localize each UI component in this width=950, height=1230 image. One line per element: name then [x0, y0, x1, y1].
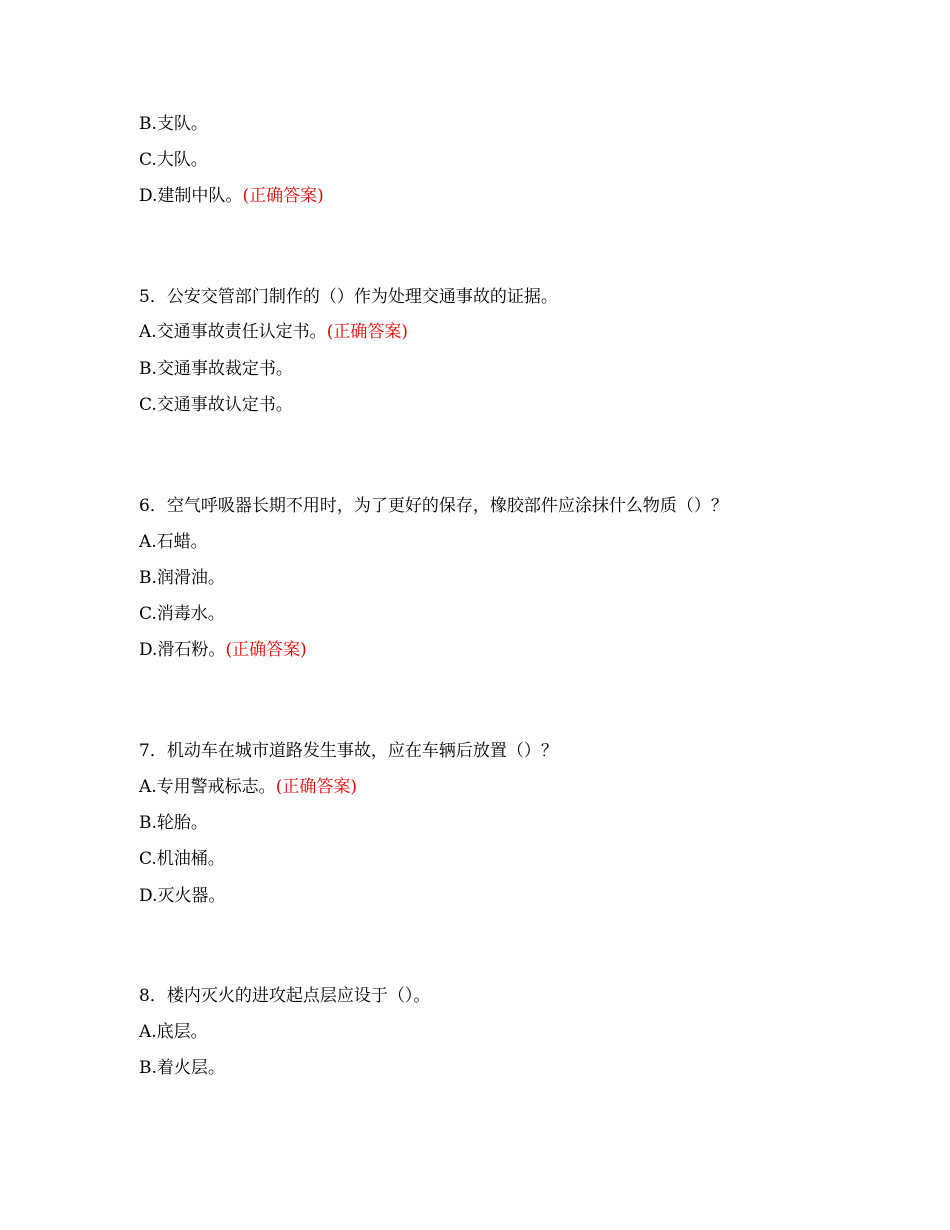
q6-option-b: B.润滑油。: [139, 568, 225, 588]
q5-question: 5．公安交管部门制作的（）作为处理交通事故的证据。: [139, 287, 558, 307]
q7-option-a: A.专用警戒标志。(正确答案): [139, 777, 357, 797]
q6-option-a: A.石蜡。: [139, 532, 208, 552]
q8-option-b: B.着火层。: [139, 1058, 225, 1078]
q5-option-b: B.交通事故裁定书。: [139, 359, 293, 379]
q7-question: 7．机动车在城市道路发生事故，应在车辆后放置（）？: [139, 741, 558, 761]
correct-answer-marker: (正确答案): [326, 322, 408, 342]
q7-option-b: B.轮胎。: [139, 813, 208, 833]
correct-answer-marker: (正确答案): [225, 640, 307, 660]
q6-option-d: D.滑石粉。(正确答案): [139, 640, 307, 660]
q7-option-c: C.机油桶。: [139, 849, 225, 869]
q7-option-d: D.灭火器。: [139, 886, 226, 906]
q4-option-c: C.大队。: [139, 150, 208, 170]
q4-option-b: B.支队。: [139, 114, 208, 134]
q4-option-d: D.建制中队。(正确答案): [139, 186, 324, 206]
correct-answer-marker: (正确答案): [275, 777, 357, 797]
q8-option-a: A.底层。: [139, 1022, 208, 1042]
q5-option-a: A.交通事故责任认定书。(正确答案): [139, 322, 408, 342]
correct-answer-marker: (正确答案): [242, 186, 324, 206]
q5-option-c: C.交通事故认定书。: [139, 395, 293, 415]
q8-question: 8．楼内灭火的进攻起点层应设于（）。: [139, 986, 431, 1006]
q6-option-c: C.消毒水。: [139, 604, 225, 624]
q6-question: 6．空气呼吸器长期不用时，为了更好的保存，橡胶部件应涂抹什么物质（）？: [139, 496, 728, 516]
